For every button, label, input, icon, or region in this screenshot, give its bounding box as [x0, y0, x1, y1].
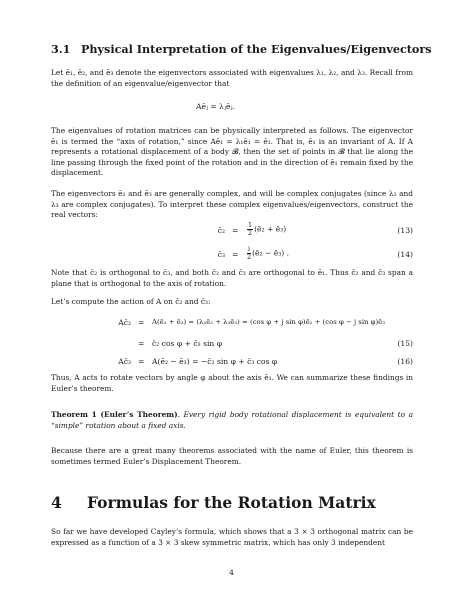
section-title: Formulas for the Rotation Matrix [87, 493, 376, 512]
equation-relation: = [232, 226, 239, 235]
equation-number: (14) [397, 250, 413, 259]
equation-lhs: c̄₃ [217, 250, 225, 259]
fraction [247, 246, 251, 261]
theorem-label: Theorem 1 (Euler’s Theorem) [51, 410, 178, 419]
equation-rhs: (ē₂ − ē₃) . [252, 248, 290, 258]
paragraph-cayley: So far we have developed Cayley’s formula, which shows that a 3 × 3 orthogonal matrix can be expressed as a function of a 3 × 3 skew symmetric matrix, which has only 3 independent [51, 527, 413, 547]
equation-number: (13) [397, 226, 413, 235]
paragraph-orthogonality: Note that c̄₂ is orthogonal to c̄₃, and both c̄₂ and c̄₃ are orthogonal to ē₁. Thus c̄₂ and c̄₃ span a plane that is orthogonal to the axis of rotation. [51, 268, 413, 288]
equation-16 [51, 357, 413, 371]
equation-15 [51, 339, 413, 353]
section-number: 4 [51, 493, 62, 512]
fraction-denominator: 2 [247, 253, 252, 261]
equation-15a [51, 318, 413, 332]
equation-lhs: Ac̄₃ [118, 357, 131, 366]
paragraph-euler-displacement: Because there are a great many theorems associated with the name of Euler, this theorem is sometimes termed Euler’s Displacement Theorem. [51, 446, 413, 466]
section-title: Physical Interpretation of the Eigenvalues/Eigenvectors [81, 42, 432, 56]
equation-rhs: A(ē₂ + ē₃) = (λ₂ē₂ + λ₃ē₃) = (cos φ + j sin φ)ē₂ + (cos φ − j sin φ)ē₃ [152, 318, 386, 326]
equation-eigen-definition [51, 102, 413, 116]
equation-relation: = [138, 339, 145, 348]
page-number: 4 [229, 568, 234, 577]
equation-relation: = [138, 357, 145, 366]
equation-rhs: A(ē₂ − ē₃) = −c̄₂ sin φ + c̄₃ cos φ [152, 357, 278, 366]
fraction-numerator: i [248, 245, 251, 253]
paragraph-eigen-intro: Let ē₁, ē₂, and ē₃ denote the eigenvectors associated with eigenvalues λ₁, λ₂, and λ₃. Recall from the definition of an eigenvalue/eigenvector that [51, 68, 413, 88]
equation-relation: = [138, 318, 145, 327]
equation-number: (15) [397, 339, 413, 348]
paragraph-euler-summary: Thus, A acts to rotate vectors by angle φ about the axis ē₁. We can summarize these findings in Euler’s theorem. [51, 373, 413, 393]
theorem-statement: . Every rigid body rotational displacement is equivalent to a “simple” rotation about a fixed axis. [51, 410, 413, 430]
section-number: 3.1 [51, 42, 71, 56]
paragraph-axis-of-rotation: The eigenvalues of rotation matrices can be physically interpreted as follows. The eigenvector ē₁ is termed the “axis of rotation,” since Aē₁ = λ₁ē₁ = ē₁. That is, ē₁ is an invariant of A. If A represents a rotational displacement of a body 𝓑, then the set of points in 𝓑 that lie along the line passing through the fixed point of the rotation and in the direction of ē₁ remain fixed by the displacement. [51, 126, 413, 178]
theorem-euler [51, 410, 413, 431]
fraction-numerator: 1 [248, 221, 253, 229]
section-heading [51, 493, 376, 512]
equation-number: (16) [397, 357, 413, 366]
paragraph-compute-action: Let’s compute the action of A on c̄₂ and c̄₃: [51, 297, 211, 306]
equation-13 [51, 221, 413, 240]
fraction [247, 222, 253, 237]
equation-lhs: c̄₂ [217, 226, 225, 235]
equation-relation: = [232, 250, 239, 259]
section-heading [51, 42, 432, 56]
equation-rhs: c̄₂ cos φ + c̄₃ sin φ [152, 339, 223, 348]
equation-14 [51, 245, 413, 264]
fraction-denominator: 2 [248, 229, 253, 237]
equation-lhs: Ac̄₂ [118, 318, 131, 327]
paragraph-complex-eigenvectors: The eigenvectors ē₂ and ē₃ are generally complex, and will be complex conjugates (since λ₂ and λ₃ are complex conjugates). To interpret these complex eigenvalues/eigenvectors, construct the real vectors: [51, 189, 413, 220]
equation-rhs: (ē₂ + ē₃) [254, 224, 287, 234]
equation-text: Aēⱼ = λⱼēⱼ. [196, 102, 235, 111]
